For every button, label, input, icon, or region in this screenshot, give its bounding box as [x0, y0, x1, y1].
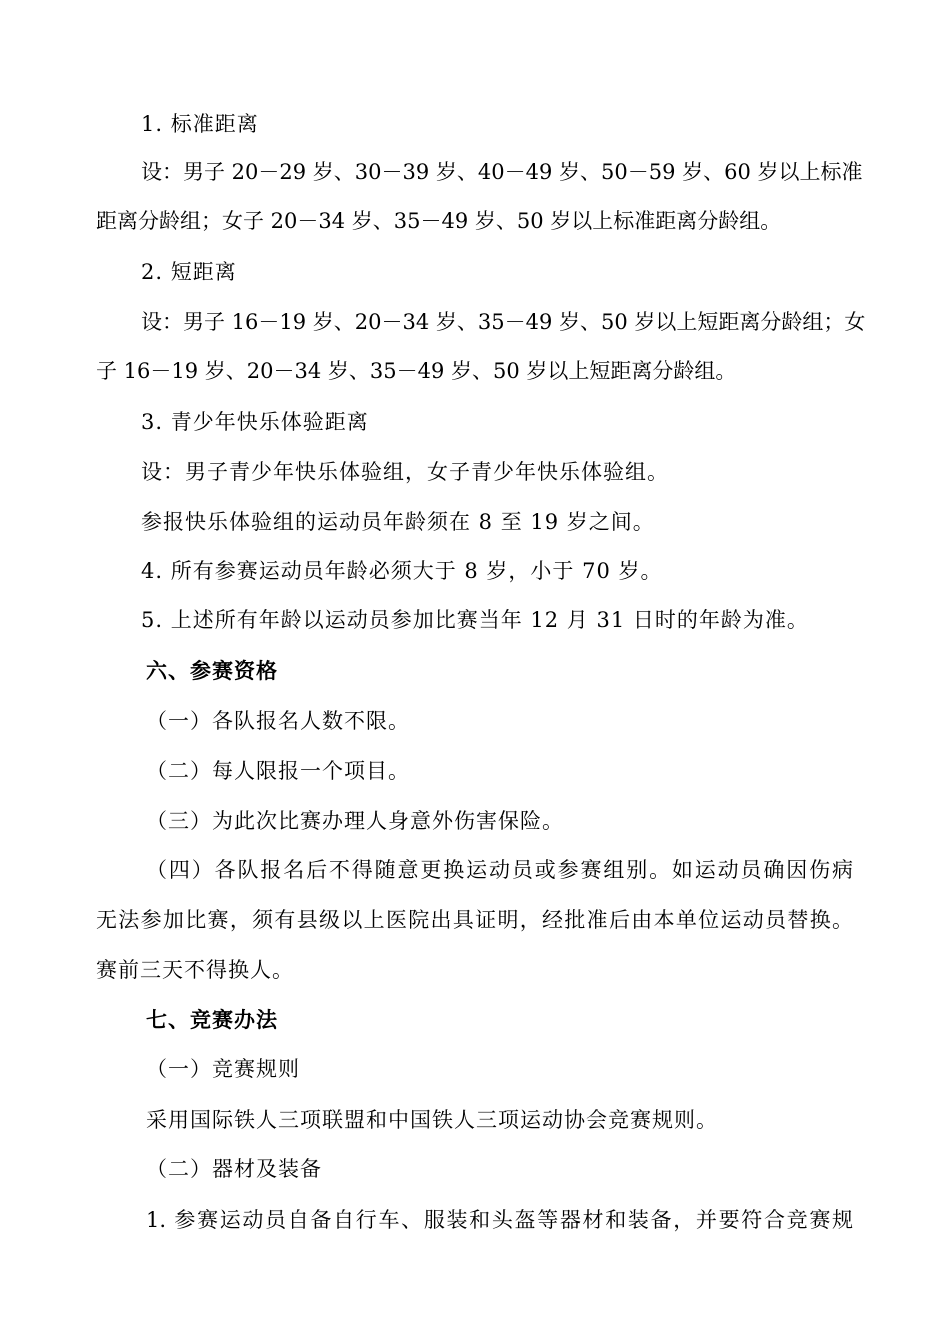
- subsection-standard-distance: 1. 标准距离: [141, 112, 259, 136]
- paragraph-line: 无法参加比赛，须有县级以上医院出具证明，经批准后由本单位运动员替换。: [96, 908, 853, 932]
- list-item: （三）为此次比赛办理人身意外伤害保险。: [146, 809, 564, 833]
- subsection-short-distance: 2. 短距离: [141, 260, 237, 284]
- list-item: （二）器材及装备: [146, 1157, 322, 1181]
- list-item: （一）各队报名人数不限。: [146, 709, 410, 733]
- list-item: （一）竞赛规则: [146, 1057, 300, 1081]
- paragraph-line: 采用国际铁人三项联盟和中国铁人三项运动协会竞赛规则。: [146, 1108, 718, 1132]
- list-item: （四）各队报名后不得随意更换运动员或参赛组别。如运动员确因伤病: [146, 858, 853, 882]
- list-item: （二）每人限报一个项目。: [146, 759, 410, 783]
- paragraph-line: 赛前三天不得换人。: [96, 958, 294, 982]
- paragraph-line: 设：男子青少年快乐体验组，女子青少年快乐体验组。: [141, 460, 669, 484]
- paragraph-line: 距离分龄组；女子 20－34 岁、35－49 岁、50 岁以上标准距离分龄组。: [96, 209, 782, 233]
- section-heading-eligibility: 六、参赛资格: [146, 659, 278, 683]
- section-heading-competition-method: 七、竞赛办法: [146, 1008, 278, 1032]
- paragraph-line: 设：男子 16－19 岁、20－34 岁、35－49 岁、50 岁以上短距离分龄组；女: [141, 310, 866, 334]
- paragraph-line: 5. 上述所有年龄以运动员参加比赛当年 12 月 31 日时的年龄为准。: [141, 608, 809, 632]
- paragraph-line: 参报快乐体验组的运动员年龄须在 8 至 19 岁之间。: [141, 510, 655, 534]
- subsection-youth-distance: 3. 青少年快乐体验距离: [141, 410, 369, 434]
- paragraph-line: 设：男子 20－29 岁、30－39 岁、40－49 岁、50－59 岁、60 岁以上标准: [141, 160, 863, 184]
- paragraph-line: 子 16－19 岁、20－34 岁、35－49 岁、50 岁以上短距离分龄组。: [96, 359, 737, 383]
- paragraph-line: 1. 参赛运动员自备自行车、服装和头盔等器材和装备，并要符合竞赛规: [146, 1208, 853, 1232]
- paragraph-line: 4. 所有参赛运动员年龄必须大于 8 岁，小于 70 岁。: [141, 559, 663, 583]
